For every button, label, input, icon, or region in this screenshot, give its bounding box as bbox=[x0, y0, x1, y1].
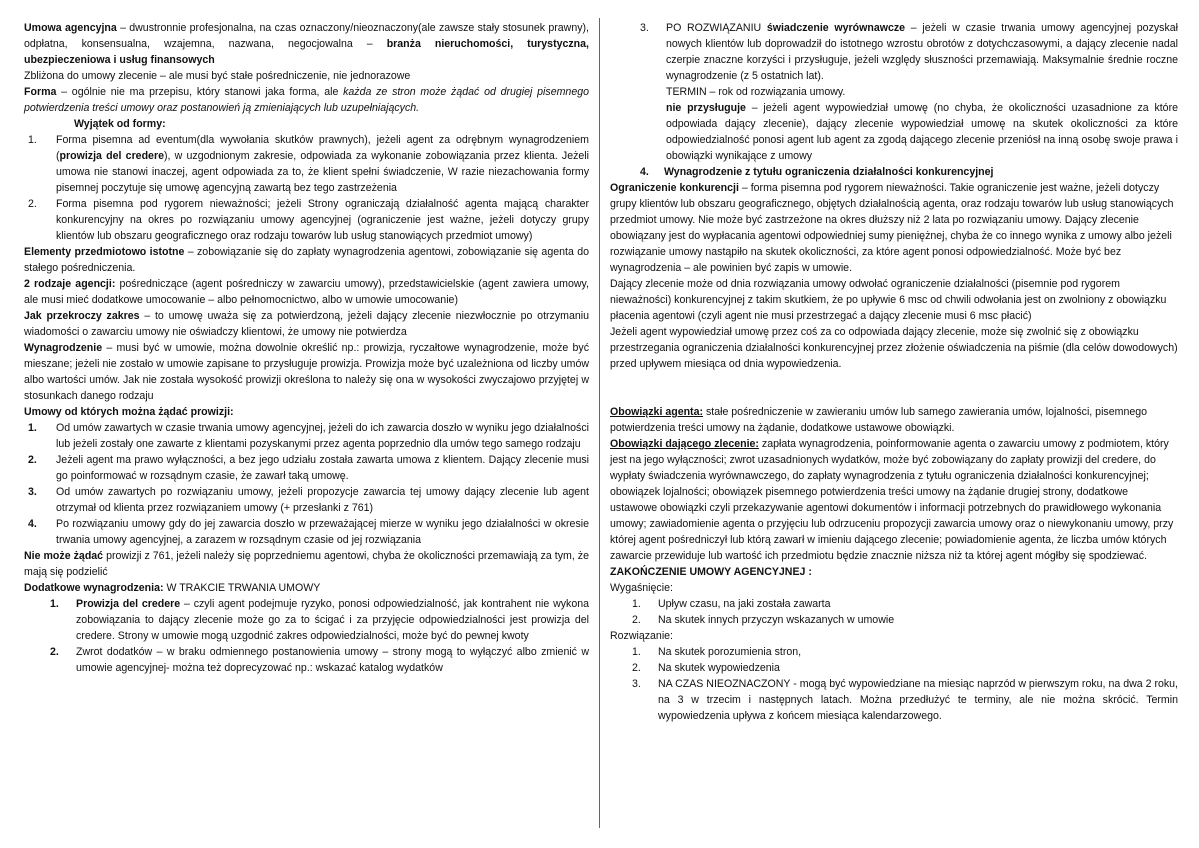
heading-wyjatek: Wyjątek od formy: bbox=[74, 118, 166, 130]
paragraph-obowiazki-agenta: Obowiązki agenta: stałe pośredniczenie w zawieraniu umów lub samego zawierania umów, lojalności, pisemnego potwierdzenia treści umowy na żądanie, dodatkowe ustawowe obowiązki. bbox=[610, 406, 1148, 434]
list-item: 2. Forma pisemna pod rygorem nieważności; jeżeli Strony ograniczają działalność agenta mającą charakter konkurencyjny na okres po rozwiązaniu umowy agencyjnej (ograniczenie jest ważne, jeżeli dotyczy grupy klientów lub obszaru geograficznego oraz rodzaju towarów lub usług stanowiących przedmiot umowy) bbox=[28, 198, 589, 242]
paragraph-termin: TERMIN – rok od rozwiązania umowy. bbox=[666, 86, 846, 98]
column-divider bbox=[599, 18, 600, 828]
list-item: 3. Od umów zawartych po rozwiązaniu umowy, jeżeli propozycje zawarcia tej umowy dający zlecenie lub agent otrzymał od klienta przez rozwiązaniem umowy (+ przesłanki z 761) bbox=[28, 486, 589, 514]
list-item: 2. Na skutek innych przyczyn wskazanych w umowie bbox=[632, 614, 895, 626]
paragraph-umowa-agencyjna: Umowa agencyjna – dwustronnie profesjonalna, na czas oznaczony/nieoznaczony(ale zawsze stały stosunek prawny), odpłatna, konsensualna, wzajemna, nazwana, negocjowalna – branża nieruchomości, turystyczna, ubezpieczeniowa i usług finansowych bbox=[24, 22, 589, 66]
right-column bbox=[610, 20, 1178, 724]
list-item: 2. Na skutek wypowiedzenia bbox=[632, 662, 780, 674]
list-item: 4. Wynagrodzenie z tytułu ograniczenia działalności konkurencyjnej bbox=[640, 166, 994, 178]
list-item: 3. PO ROZWIĄZANIU świadczenie wyrównawcze – jeżeli w czasie trwania umowy agencyjnej pozyskał nowych klientów lub doprowadził do istotnego wzrostu obrotów z dotychczasowymi, a dający zlecenie nadal czerpie znaczne korzyści i przysługuje, jeżeli względy słuszności przemawiają. Maksymalnie średnie roczne wynagrodzenie (z 5 ostatnich lat). bbox=[640, 22, 1178, 82]
paragraph-odwolanie: Dający zlecenie może od dnia rozwiązania umowy odwołać ograniczenie działalności (pisemnie pod rygorem nieważności) konkurencyjnej z takim skutkiem, że po upływie 6 msc od chwili odwołania jest on zwolniony z obowiązku płacenia agentowi (czyli agent nie musi przestrzegać a dający zlecenie musi 6 msc płacić) bbox=[610, 278, 1167, 322]
heading-wygasniecie: Wygaśnięcie: bbox=[610, 582, 673, 594]
paragraph-nie-przysluguje: nie przysługuje – jeżeli agent wypowiedział umowę (no chyba, że okoliczności uzasadnione za które odpowiada dający zlecenie), dający zlecenie wypowiedział umowę na skutek okoliczności za które odpowiedzialność ponosi agent lub agent za zgodą dającego zlecenie przeniósł na inną osobę swoje prawa i obowiązki wynikające z umowy bbox=[666, 102, 1178, 162]
paragraph-obowiazki-zlecenie: Obowiązki dającego zlecenie: zapłata wynagrodzenia, poinformowanie agenta o zawarciu umowy z podmiotem, który jest na jego wyłączności; zwrot uzasadnionych wydatków, może być zobowiązany do zapłaty prowizji del credere, do wypłaty świadczenia wyrównawczego, do zapłaty wynagrodzenia z tytułu ograniczenia działalności konkurencyjnej; obowiązek lojalności; obowiązek pisemnego potwierdzenia treści umowy na żądanie drugiej strony, dodatkowe ustawowe obowiązki czyli przekazywanie agentowi dokumentów i informacji potrzebnych do prawidłowego wykonania umowy; zawiadomienie agenta o przyjęciu lub odrzuceniu propozycji zawarcia umowy oraz o niewykonaniu umowy, przy której agent pośredniczył lub którą zawarł w imieniu dającego zlecenie; powiadomienie agenta, że liczba umów których zawarcie przewiduje lub wartość ich przedmiotu będzie znacznie niższa niż ta której agent mógłby się spodziewać. bbox=[610, 438, 1174, 562]
spacer bbox=[610, 372, 1178, 388]
paragraph-dodatkowe: Dodatkowe wynagrodzenia: W TRAKCIE TRWANIA UMOWY bbox=[24, 582, 321, 594]
heading-zakonczenie: ZAKOŃCZENIE UMOWY AGENCYJNEJ : bbox=[610, 566, 812, 578]
list-item: 2. Jeżeli agent ma prawo wyłączności, a bez jego udziału została zawarta umowa z klientem. Dający zlecenie musi go poinformować w rozsądnym czasie, że zawarł taką umowę. bbox=[28, 454, 589, 482]
paragraph-forma: Forma – ogólnie nie ma przepisu, który stanowi jaka forma, ale każda ze stron może żądać od drugiej pisemnego potwierdzenia treści umowy oraz postanowień ją zmieniających lub uzupełniających. bbox=[24, 86, 589, 114]
list-item: 4. Po rozwiązaniu umowy gdy do jej zawarcia doszło w przeważającej mierze w wyniku jego działalności w okresie trwania umowy agencyjnej, a zarazem w rozsądnym czasie od jej rozwiązania bbox=[28, 518, 589, 546]
paragraph-nie-moze: Nie może żądać prowizji z 761, jeżeli należy się poprzedniemu agentowi, chyba że okoliczności przemawiają za tym, że mają się podzielić bbox=[24, 550, 589, 578]
left-column bbox=[24, 20, 589, 676]
paragraph-zwolnienie: Jeżeli agent wypowiedział umowę przez coś za co odpowiada dający zlecenie, może się zwolnić się z obowiązku przestrzegania ograniczenia działalności konkurencyjnej przez złożenie oświadczenia na piśmie (dla celów dowodowych) przed upływem miesiąca od dnia wypowiedzenia. bbox=[610, 326, 1178, 370]
paragraph-zblizona: Zbliżona do umowy zlecenie – ale musi być stałe pośredniczenie, nie jednorazowe bbox=[24, 70, 411, 82]
list-item: 1. Upływ czasu, na jaki została zawarta bbox=[632, 598, 831, 610]
spacer bbox=[610, 388, 1178, 404]
paragraph-elementy: Elementy przedmiotowo istotne – zobowiązanie się do zapłaty wynagrodzenia agentowi, zobowiązanie się agenta do stałego pośredniczenia. bbox=[24, 246, 589, 274]
paragraph-przekroczenie: Jak przekroczy zakres – to umowę uważa się za potwierdzoną, jeżeli dający zlecenie niezwłocznie po otrzymaniu wiadomości o zawarciu umowy nie oświadczy klientowi, że umowy nie potwierdza bbox=[24, 310, 589, 338]
heading-umowy-prowizja: Umowy od których można żądać prowizji: bbox=[24, 406, 234, 418]
list-item: 1. Forma pisemna ad eventum(dla wywołania skutków prawnych), jeżeli agent za odrębnym wynagrodzeniem (prowizja del credere), w uzgodnionym zakresie, odpowiada za wykonanie zobowiązania przez klienta. Jeżeli umowa nie stanowi inaczej, agent odpowiada za to, że klient spełni świadczenie, W razie niezachowania formy pisemnej poczytuje się umowę agencyjną zawartą bez tego zastrzeżenia bbox=[28, 134, 590, 194]
paragraph-ograniczenie: Ograniczenie konkurencji – forma pisemna pod rygorem nieważności. Takie ograniczenie jest ważne, jeżeli dotyczy grupy klientów lub obszaru geograficznego, objętych działalnością agenta, oraz rodzaju towarów lub usług stanowiących przedmiot umowy. Nie może być zastrzeżone na okres dłuższy niż 2 lata po rozwiązaniu umowy. Dający zlecenie obowiązany jest do wypłacania agentowi odpowiedniej sumy pieniężnej, chyba że co innego wynika z umowy albo jeżeli rozwiązanie umowy nastąpiło na skutek okoliczności, za które agent ponosi odpowiedzialność. Może być bez wynagrodzenia – ale powinien być zapis w umowie. bbox=[610, 182, 1174, 274]
paragraph-rodzaje: 2 rodzaje agencji: pośredniczące (agent pośredniczy w zawarciu umowy), przedstawicielskie (agent zawiera umowy, ale musi mieć dodatkowe umocowanie – albo pełnomocnictwo, albo w umowie umocowanie) bbox=[24, 278, 589, 306]
heading-rozwiazanie: Rozwiązanie: bbox=[610, 630, 674, 642]
list-item: 2. Zwrot dodatków – w braku odmiennego postanowienia umowy – strony mogą to wyłączyć albo zmienić w umowie agencyjnej- można też doprecyzować np.: wskazać katalog wydatków bbox=[50, 646, 589, 674]
list-item: 1. Prowizja del credere – czyli agent podejmuje ryzyko, ponosi odpowiedzialność, jak kontrahent nie wykona zobowiązania to dający zlecenie może go za to ścigać i za przyjęcie odpowiedzialności jest prowizja del credere. Strony w umowie mogą uzgodnić zakres odpowiedzialności, może być do pewnej kwoty bbox=[50, 598, 589, 642]
list-item: 3. NA CZAS NIEOZNACZONY - mogą być wypowiedziane na miesiąc naprzód w pierwszym roku, na dwa 2 roku, na 3 w trzecim i następnych latach. Można przedłużyć te terminy, ale nie można skrócić. Termin wypowiedzenia upływa z końcem miesiąca kalendarzowego. bbox=[632, 678, 1178, 722]
list-item: 1. Od umów zawartych w czasie trwania umowy agencyjnej, jeżeli do ich zawarcia doszło w wyniku jego działalności lub jeżeli zostały one zawarte z klientami pozyskanymi przez agenta poprzednio dla umów tego samego rodzaju bbox=[28, 422, 589, 450]
list-item: 1. Na skutek porozumienia stron, bbox=[632, 646, 802, 658]
paragraph-wynagrodzenie: Wynagrodzenie – musi być w umowie, można dowolnie określić np.: prowizja, ryczałtowe wynagrodzenie, może być mieszane; jeżeli nie zostało w umowie zapisane to przysługuje prowizja. Prowizja może być uzależniona od liczby umów albo wartości umów. Jak nie została wysokość prowizji określona to należy się ona w wysokości zwyczajowo przyjętej w stosunkach danego rodzaju bbox=[24, 342, 589, 402]
